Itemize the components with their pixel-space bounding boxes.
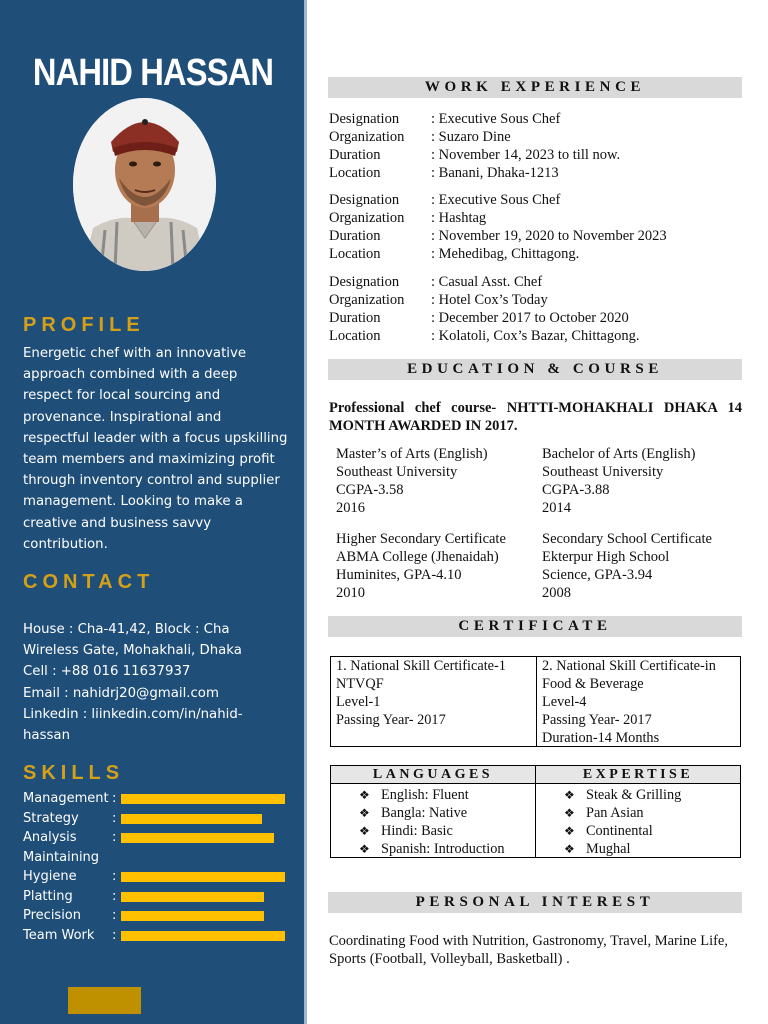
language-text: Spanish: Introduction xyxy=(381,841,505,857)
job-field-value: : Casual Asst. Chef xyxy=(431,274,543,290)
edu-degree: Higher Secondary Certificate xyxy=(336,531,506,547)
certificate-cell xyxy=(331,657,536,746)
contact-block xyxy=(23,619,293,746)
education-item xyxy=(336,530,506,602)
skill-level-bar xyxy=(121,794,285,804)
education-item xyxy=(542,530,712,602)
language-text: Hindi: Basic xyxy=(381,823,453,839)
skill-label: Strategy xyxy=(23,810,79,826)
skill-track xyxy=(121,833,285,843)
certificate-line: 1. National Skill Certificate-1 xyxy=(336,658,506,674)
certificate-heading: CERTIFICATE xyxy=(328,616,742,637)
sidebar-edge xyxy=(304,0,307,1024)
skills-list xyxy=(23,789,293,945)
skill-level-bar xyxy=(121,892,264,902)
skill-label: Hygiene xyxy=(23,869,77,884)
personal-interest-heading: PERSONAL INTEREST xyxy=(328,892,742,913)
bullet-icon: ❖ xyxy=(359,824,370,838)
job-field-label: Designation xyxy=(329,111,400,127)
certificate-table xyxy=(330,656,741,747)
edu-degree: Master’s of Arts (English) xyxy=(336,446,488,462)
job-field-label: Location xyxy=(329,328,381,344)
language-text: Bangla: Native xyxy=(381,805,468,821)
expertise-text: Continental xyxy=(586,823,653,839)
languages-expertise-table xyxy=(330,765,741,858)
skill-row xyxy=(23,926,293,946)
edu-year: 2014 xyxy=(542,500,571,516)
expertise-heading: EXPERTISE xyxy=(536,766,740,784)
certificate-line: NTVQF xyxy=(336,676,384,692)
edu-result: CGPA-3.58 xyxy=(336,482,404,498)
bullet-icon: ❖ xyxy=(564,824,575,838)
skill-track xyxy=(121,872,285,882)
skill-label: Team Work xyxy=(23,927,95,943)
skill-track xyxy=(121,931,285,941)
bullet-icon: ❖ xyxy=(359,842,370,856)
language-item xyxy=(359,840,505,858)
course-title: Professional chef course- NHTTI-MOHAKHALI DHAKA 14 MONTH AWARDED IN 2017. xyxy=(329,400,742,434)
skill-colon: : xyxy=(112,888,117,904)
expertise-text: Pan Asian xyxy=(586,805,644,821)
skill-label: Management xyxy=(23,791,109,806)
skill-row xyxy=(23,906,293,926)
decorative-block xyxy=(68,987,141,1014)
expertise-text: Mughal xyxy=(586,841,631,857)
job-field-label: Duration xyxy=(329,228,381,244)
languages-list xyxy=(359,786,505,858)
expertise-item xyxy=(564,822,681,840)
job-field-label: Designation xyxy=(329,274,400,290)
skill-colon: : xyxy=(112,908,117,923)
contact-heading: CONTACT xyxy=(23,571,155,593)
expertise-item xyxy=(564,804,681,822)
job-field-value: : November 14, 2023 to till now. xyxy=(431,147,621,163)
certificate-cell xyxy=(537,657,741,746)
expertise-list xyxy=(564,786,681,858)
edu-institution: Southeast University xyxy=(542,464,664,480)
contact-linkedin-cont[interactable]: hassan xyxy=(23,728,71,744)
skill-colon: : xyxy=(112,810,117,826)
education-heading: EDUCATION & COURSE xyxy=(328,359,742,380)
skill-colon: : xyxy=(112,927,117,943)
certificate-line: Level-1 xyxy=(336,694,381,710)
job-field-value: : Hashtag xyxy=(431,210,487,226)
candidate-name: NAHID HASSAN xyxy=(32,52,274,94)
profile-line: team members and maximizing profit xyxy=(23,452,275,468)
edu-result: CGPA-3.88 xyxy=(542,482,610,498)
language-item xyxy=(359,786,505,804)
edu-year: 2016 xyxy=(336,500,365,516)
contact-phone: Cell : +88 016 11637937 xyxy=(23,664,191,680)
skill-colon: : xyxy=(112,830,117,845)
profile-line: approach combined with a deep xyxy=(23,367,238,383)
contact-email[interactable]: Email : nahidrj20@gmail.com xyxy=(23,685,219,701)
bullet-icon: ❖ xyxy=(359,788,370,802)
profile-line: contribution. xyxy=(23,536,108,552)
certificate-line: Passing Year- 2017 xyxy=(336,712,446,728)
language-text: English: Fluent xyxy=(381,787,469,803)
edu-institution: ABMA College (Jhenaidah) xyxy=(336,549,499,565)
contact-address-line: House : Cha-41,42, Block : Cha xyxy=(23,622,230,637)
skill-label: Analysis xyxy=(23,830,77,845)
language-item xyxy=(359,822,505,840)
profile-line: management. Looking to make a xyxy=(23,494,243,510)
job-field-label: Location xyxy=(329,165,381,181)
table-divider xyxy=(535,766,536,857)
skill-track xyxy=(121,911,285,921)
edu-degree: Bachelor of Arts (English) xyxy=(542,446,696,462)
job-field-label: Organization xyxy=(329,210,405,226)
education-item xyxy=(336,445,488,517)
job-field-value: : Executive Sous Chef xyxy=(431,192,561,208)
job-field-value: : Suzaro Dine xyxy=(431,129,511,145)
edu-year: 2008 xyxy=(542,585,571,601)
bullet-icon: ❖ xyxy=(359,806,370,820)
certificate-line: Level-4 xyxy=(542,694,587,710)
profile-heading: PROFILE xyxy=(23,314,145,336)
edu-result: Science, GPA-3.94 xyxy=(542,567,653,583)
job-field-value: : Executive Sous Chef xyxy=(431,111,561,127)
expertise-text: Steak & Grilling xyxy=(586,787,682,803)
profile-line: through inventory control and supplier xyxy=(23,473,280,489)
languages-heading: LANGUAGES xyxy=(331,766,535,784)
profile-line: creative and business savvy xyxy=(23,515,212,531)
edu-degree: Secondary School Certificate xyxy=(542,531,712,547)
profile-line: respect for local sourcing and xyxy=(23,388,221,404)
skill-colon: : xyxy=(112,791,117,806)
skill-row xyxy=(23,867,293,887)
skill-level-bar xyxy=(121,931,285,941)
job-field-label: Duration xyxy=(329,147,381,163)
skill-colon: : xyxy=(112,869,117,884)
skill-row xyxy=(23,887,293,907)
skill-label: Maintaining xyxy=(23,849,100,865)
job-field-value: : Banani, Dhaka-1213 xyxy=(431,165,559,181)
skill-level-bar xyxy=(121,911,264,921)
profile-photo xyxy=(73,98,216,271)
bullet-icon: ❖ xyxy=(564,788,575,802)
job-field-value: : Mehedibag, Chittagong. xyxy=(431,246,580,262)
edu-institution: Ekterpur High School xyxy=(542,549,670,565)
portrait-illustration xyxy=(73,98,216,271)
skill-row xyxy=(23,809,293,829)
profile-line: respectful leader with a focus upskilling xyxy=(23,430,288,446)
job-field-label: Organization xyxy=(329,129,405,145)
skill-row xyxy=(23,828,293,848)
job-field-label: Location xyxy=(329,246,381,262)
language-item xyxy=(359,804,505,822)
job-field-value: : Hotel Cox’s Today xyxy=(431,292,548,308)
job-field-value: : Kolatoli, Cox’s Bazar, Chittagong. xyxy=(431,328,640,344)
expertise-item xyxy=(564,786,681,804)
certificate-line: Duration-14 Months xyxy=(542,730,660,746)
skill-level-bar xyxy=(121,872,285,882)
skills-heading: SKILLS xyxy=(23,762,125,784)
edu-result: Huminites, GPA-4.10 xyxy=(336,567,462,583)
education-item xyxy=(542,445,695,517)
certificate-line: Passing Year- 2017 xyxy=(542,712,652,728)
skill-track xyxy=(121,794,285,804)
bullet-icon: ❖ xyxy=(564,842,575,856)
skill-track xyxy=(121,892,285,902)
skill-level-bar xyxy=(121,833,274,843)
certificate-line: Food & Beverage xyxy=(542,676,644,692)
job-field-label: Organization xyxy=(329,292,405,308)
profile-line: Energetic chef with an innovative xyxy=(23,346,247,361)
skill-row xyxy=(23,848,293,868)
job-field-label: Duration xyxy=(329,310,381,326)
personal-interest-text: Coordinating Food with Nutrition, Gastronomy, Travel, Marine Life, Sports (Football, Volleyball, Basketball) . xyxy=(329,933,728,967)
profile-text xyxy=(23,343,293,555)
skill-row xyxy=(23,789,293,809)
certificate-line: 2. National Skill Certificate-in xyxy=(542,658,716,674)
skill-label: Platting xyxy=(23,888,73,904)
profile-line: provenance. Inspirational and xyxy=(23,409,222,425)
skill-level-bar xyxy=(121,814,262,824)
job-field-label: Designation xyxy=(329,192,400,208)
job-field-value: : December 2017 to October 2020 xyxy=(431,310,629,326)
skill-track xyxy=(121,814,285,824)
work-experience-heading: WORK EXPERIENCE xyxy=(328,77,742,98)
contact-linkedin[interactable]: Linkedin : liinkedin.com/in/nahid- xyxy=(23,706,243,722)
bullet-icon: ❖ xyxy=(564,806,575,820)
contact-address-line: Wireless Gate, Mohakhali, Dhaka xyxy=(23,643,242,659)
edu-year: 2010 xyxy=(336,585,365,601)
skill-label: Precision xyxy=(23,908,82,923)
edu-institution: Southeast University xyxy=(336,464,458,480)
job-field-value: : November 19, 2020 to November 2023 xyxy=(431,228,667,244)
expertise-item xyxy=(564,840,681,858)
